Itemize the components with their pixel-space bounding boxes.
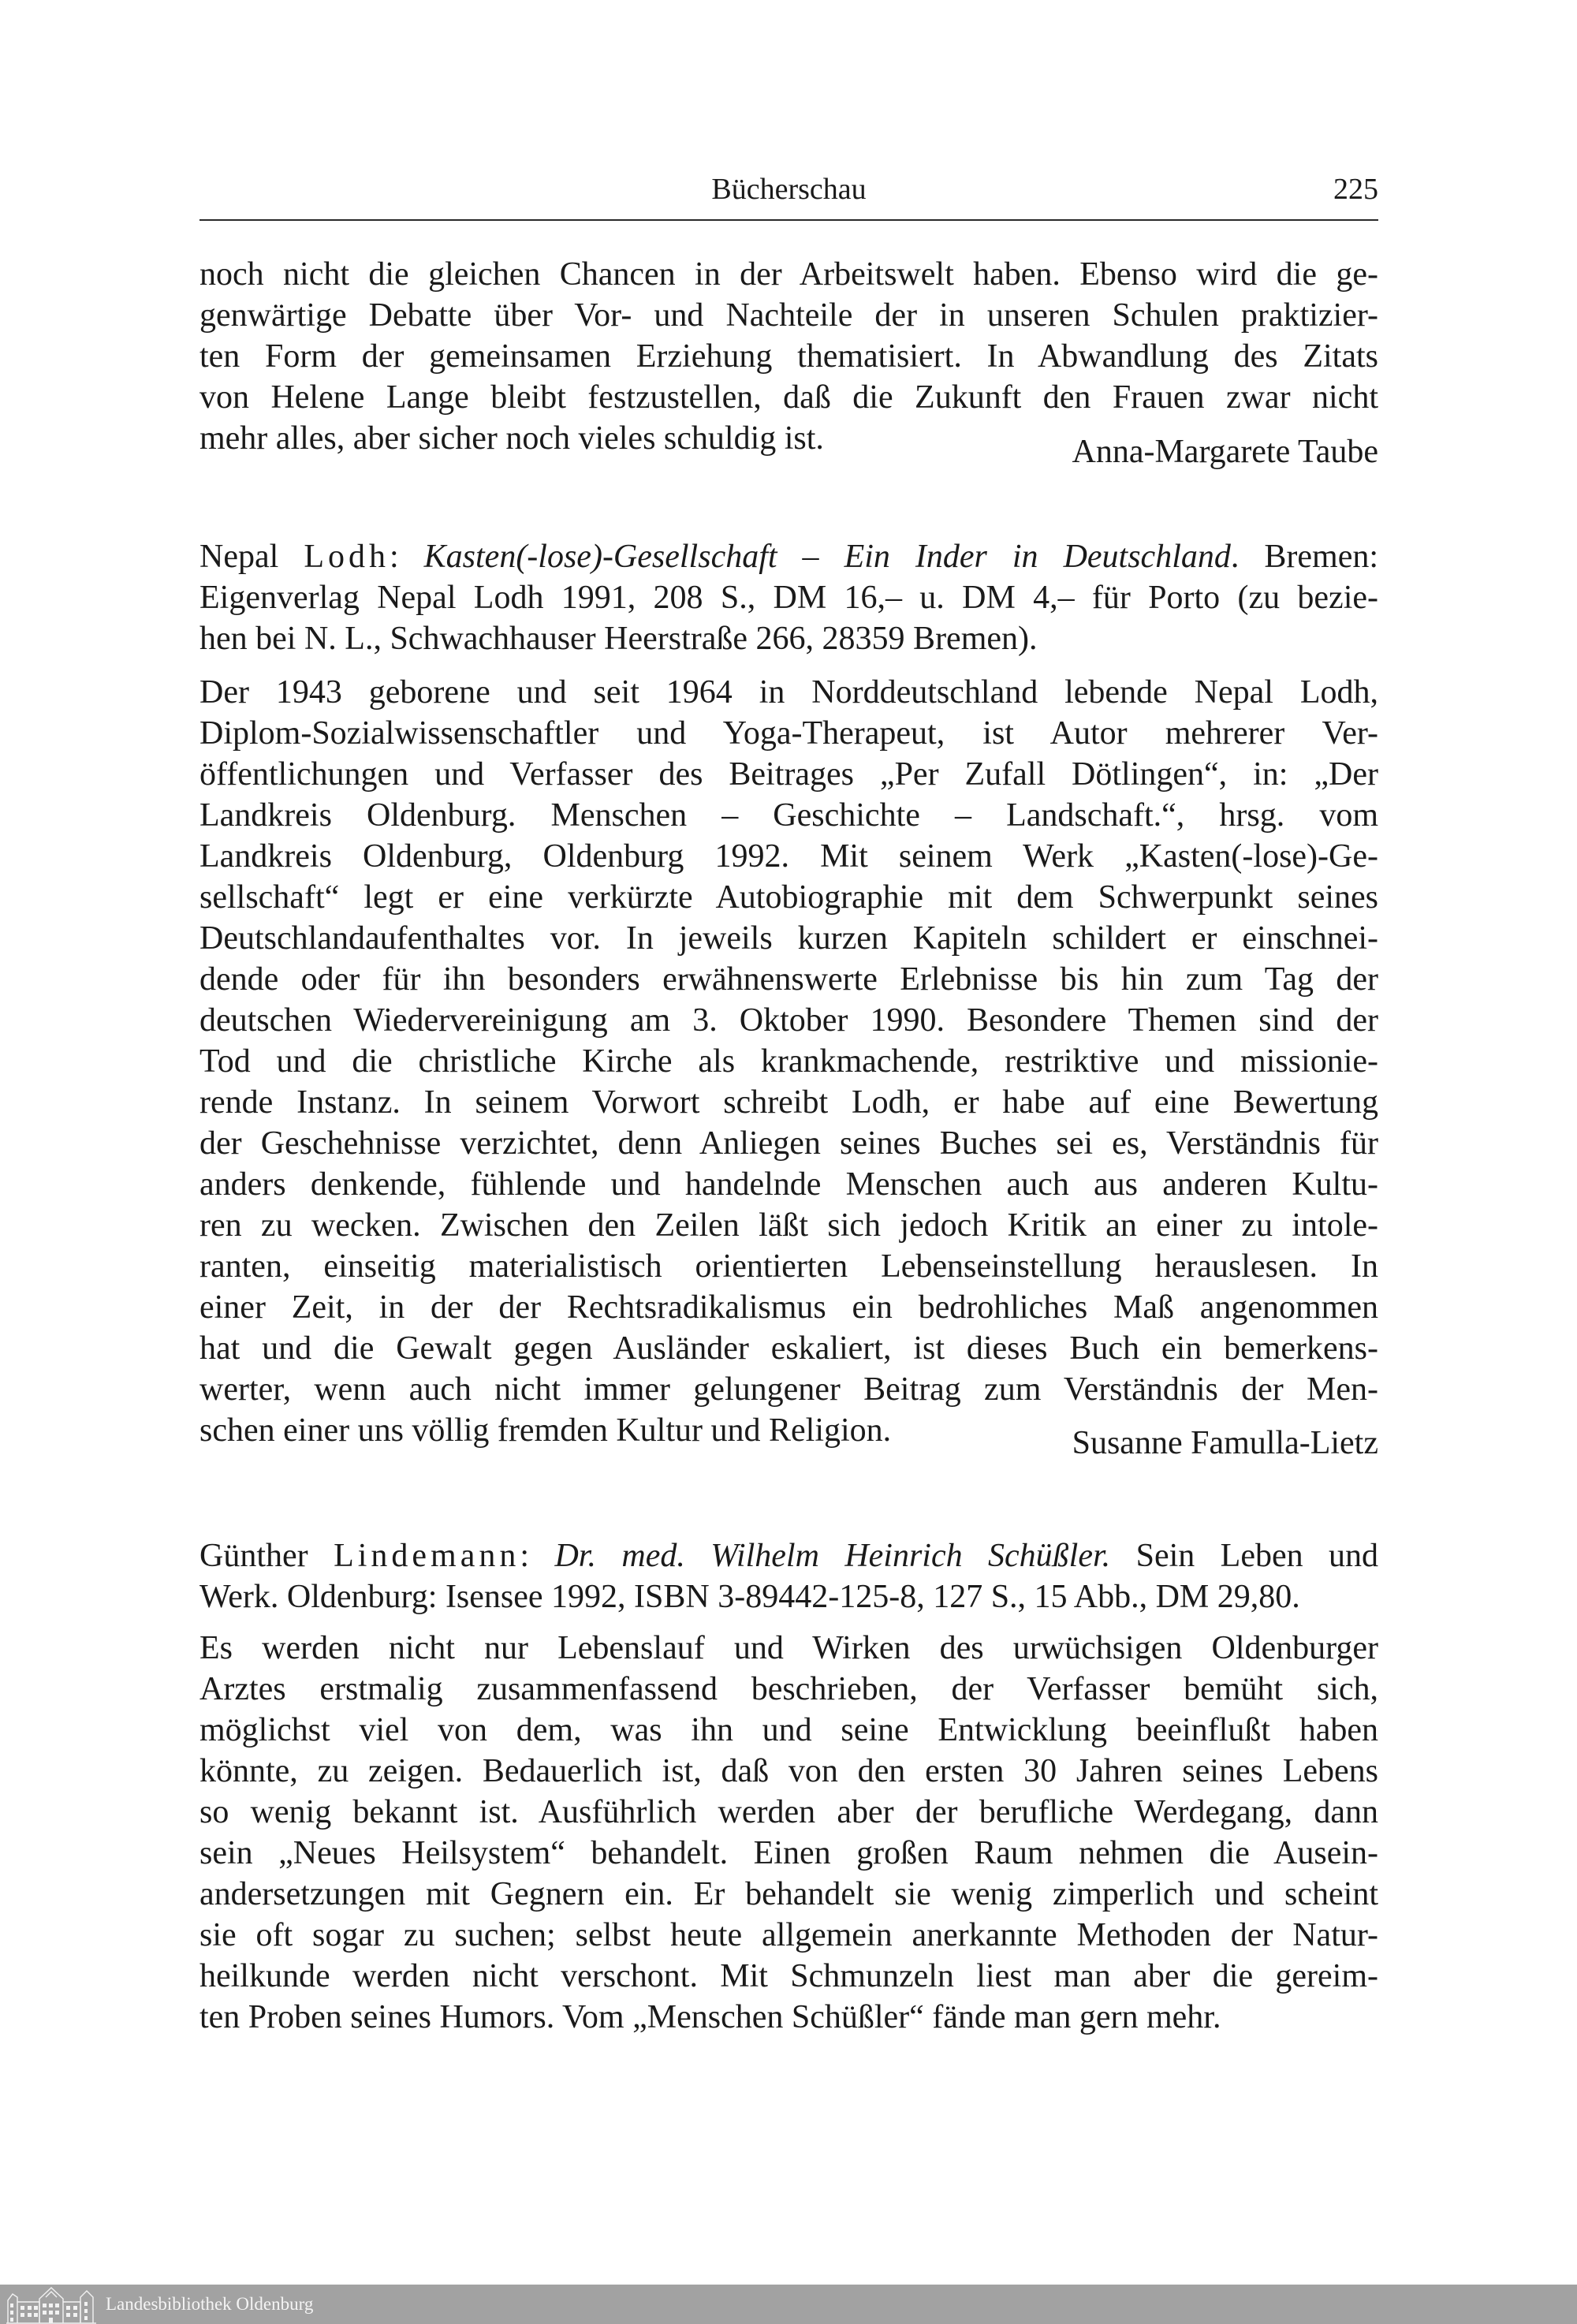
citation-line: [199, 1535, 1378, 1576]
body-line: Landkreis Oldenburg. Menschen – Geschichte – Landschaft.“, hrsg. vom: [199, 797, 1378, 834]
body-line: ten Proben seines Humors. Vom „Menschen Schüßler“ fände man gern mehr.: [199, 1999, 1221, 2035]
body-line: mehr alles, aber sicher noch vieles schuldig ist.: [199, 420, 824, 457]
book-title: Kasten(-lose)-Gesellschaft – Ein Inder in Deutschland: [423, 539, 1231, 575]
citation-line: Werk. Oldenburg: Isensee 1992, ISBN 3-89442-125-8, 127 S., 15 Abb., DM 29,80.: [199, 1579, 1300, 1615]
body-line: Deutschlandaufenthaltes vor. In jeweils kurzen Kapiteln schildert er einschnei-: [199, 920, 1378, 957]
body-line: dende oder für ihn besonders erwähnenswerte Erlebnisse bis hin zum Tag der: [199, 961, 1378, 998]
body-line: Tod und die christliche Kirche als krankmachende, restriktive und missionie-: [199, 1043, 1378, 1080]
body-line: heilkunde werden nicht verschont. Mit Schmunzeln liest man aber die gereim-: [199, 1958, 1378, 1994]
library-footer-bar: [0, 2285, 1577, 2324]
citation-line: [199, 536, 1378, 577]
citation-subtitle: Sein Leben und: [1110, 1538, 1379, 1574]
library-building-icon: [5, 2286, 98, 2324]
citation-line: hen bei N. L., Schwachhauser Heerstraße 266, 28359 Bremen).: [199, 621, 1038, 657]
body-line: einer Zeit, in der der Rechtsradikalismus ein bedrohliches Maß angenommen: [199, 1289, 1378, 1326]
citation-colon: :: [520, 1538, 530, 1574]
body-line: könnte, zu zeigen. Bedauerlich ist, daß von den ersten 30 Jahren seines Lebens: [199, 1753, 1378, 1789]
reviewer-signature: Anna-Margarete Taube: [1072, 434, 1378, 470]
body-line: andersetzungen mit Gegnern ein. Er behandelt sie wenig zimperlich und scheint: [199, 1876, 1378, 1912]
citation-line: Eigenverlag Nepal Lodh 1991, 208 S., DM 16,– u. DM 4,– für Porto (zu bezie-: [199, 580, 1378, 616]
body-line: Arztes erstmalig zusammenfassend beschrieben, der Verfasser bemüht sich,: [199, 1671, 1378, 1707]
body-line: hat und die Gewalt gegen Ausländer eskaliert, ist dieses Buch ein bemerkens-: [199, 1330, 1378, 1367]
body-line: sein „Neues Heilsystem“ behandelt. Einen großen Raum nehmen die Ausein-: [199, 1835, 1378, 1871]
body-line: ren zu wecken. Zwischen den Zeilen läßt sich jedoch Kritik an einer zu intole-: [199, 1207, 1378, 1244]
author-first-name: Nepal: [199, 539, 279, 575]
body-line: deutschen Wiedervereinigung am 3. Oktober 1990. Besondere Themen sind der: [199, 1002, 1378, 1039]
body-line: möglichst viel von dem, was ihn und seine Entwicklung beeinflußt haben: [199, 1712, 1378, 1748]
author-last-name: Lindemann: [334, 1538, 520, 1574]
header-rule: [199, 219, 1378, 221]
running-title: Bücherschau: [711, 173, 867, 206]
book-title: Dr. med. Wilhelm Heinrich Schüßler.: [554, 1538, 1111, 1574]
running-header: [199, 167, 1378, 211]
body-line: genwärtige Debatte über Vor- und Nachteile der in unseren Schulen praktizier-: [199, 297, 1378, 334]
body-line: Diplom-Sozialwissenschaftler und Yoga-Therapeut, ist Autor mehrerer Ver-: [199, 715, 1378, 752]
body-line: der Geschehnisse verzichtet, denn Anliegen seines Buches sei es, Verständnis für: [199, 1125, 1378, 1162]
page-number: 225: [1333, 173, 1378, 206]
body-line: werter, wenn auch nicht immer gelungener Beitrag zum Verständnis der Men-: [199, 1371, 1378, 1408]
body-line: so wenig bekannt ist. Ausführlich werden aber der berufliche Werdegang, dann: [199, 1794, 1378, 1830]
body-line: von Helene Lange bleibt festzustellen, daß die Zukunft den Frauen zwar nicht: [199, 379, 1378, 416]
body-line: noch nicht die gleichen Chancen in der Arbeitswelt haben. Ebenso wird die ge-: [199, 256, 1378, 293]
reviewer-signature: Susanne Famulla-Lietz: [1072, 1425, 1378, 1461]
body-line: Landkreis Oldenburg, Oldenburg 1992. Mit seinem Werk „Kasten(-lose)-Ge-: [199, 838, 1378, 875]
body-line: rende Instanz. In seinem Vorwort schreibt Lodh, er habe auf eine Bewertung: [199, 1084, 1378, 1121]
library-name: Landesbibliothek Oldenburg: [106, 2294, 314, 2314]
body-line: sellschaft“ legt er eine verkürzte Autobiographie mit dem Schwerpunkt seines: [199, 879, 1378, 916]
citation-publisher: . Bremen:: [1230, 539, 1379, 575]
author-first-name: Günther: [199, 1538, 308, 1574]
citation-colon: :: [389, 539, 399, 575]
author-last-name: Lodh: [304, 539, 390, 575]
body-line: sie oft sogar zu suchen; selbst heute allgemein anerkannte Methoden der Natur-: [199, 1917, 1378, 1953]
body-line: Der 1943 geborene und seit 1964 in Norddeutschland lebende Nepal Lodh,: [199, 674, 1378, 711]
body-line: ranten, einseitig materialistisch orientierten Lebenseinstellung herauslesen. In: [199, 1248, 1378, 1285]
body-line: öffentlichungen und Verfasser des Beitrages „Per Zufall Dötlingen“, in: „Der: [199, 756, 1378, 793]
body-line: Es werden nicht nur Lebenslauf und Wirken des urwüchsigen Oldenburger: [199, 1630, 1378, 1666]
body-line: schen einer uns völlig fremden Kultur und Religion.: [199, 1412, 892, 1449]
body-line: anders denkende, fühlende und handelnde Menschen auch aus anderen Kultu-: [199, 1166, 1378, 1203]
body-line: ten Form der gemeinsamen Erziehung thematisiert. In Abwandlung des Zitats: [199, 338, 1378, 375]
